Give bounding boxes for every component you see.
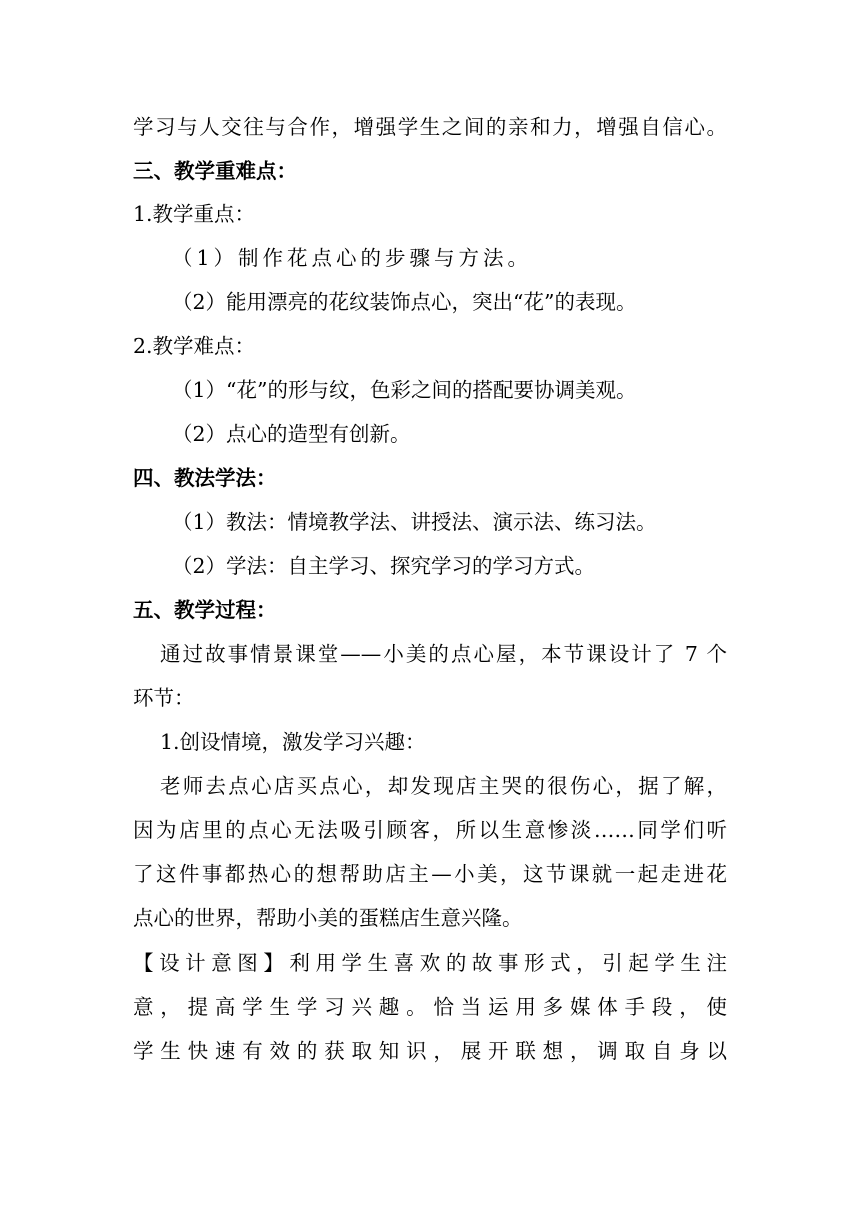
- design-intent-line: 意，提高学生学习兴趣。恰当运用多媒体手段，使: [133, 995, 727, 1019]
- section-heading: 三、教学重难点：: [133, 159, 297, 183]
- paragraph-line: 老师去点心店买点心，却发现店主哭的很伤心，据了解，: [160, 774, 727, 798]
- design-intent-line: 【设计意图】利用学生喜欢的故事形式，引起学生注: [133, 951, 727, 975]
- list-item: （1）制作花点心的步骤与方法。: [172, 246, 533, 270]
- paragraph-line: 学习与人交往与合作，增强学生之间的亲和力，增强自信心。: [133, 115, 727, 139]
- subheading: 1.教学重点：: [133, 202, 256, 226]
- section-heading: 五、教学过程：: [133, 598, 277, 622]
- section-heading: 四、教法学法：: [133, 466, 277, 490]
- list-item: （2）能用漂亮的花纹装饰点心，突出“花”的表现。: [172, 290, 637, 314]
- paragraph-line: 点心的世界，帮助小美的蛋糕店生意兴隆。: [133, 906, 523, 930]
- subheading: 2.教学难点：: [133, 334, 256, 358]
- list-item: （1）教法：情境教学法、讲授法、演示法、练习法。: [172, 510, 657, 534]
- paragraph-line: 环节：: [133, 686, 195, 710]
- paragraph-line: 因为店里的点心无法吸引顾客，所以生意惨淡……同学们听: [133, 818, 727, 842]
- list-item: （2）学法：自主学习、探究学习的学习方式。: [172, 554, 596, 578]
- list-item: （1）“花”的形与纹，色彩之间的搭配要协调美观。: [172, 378, 637, 402]
- list-item: （2）点心的造型有创新。: [172, 422, 411, 446]
- subheading: 1.创设情境，激发学习兴趣：: [160, 730, 426, 754]
- paragraph-line: 了这件事都热心的想帮助店主—小美，这节课就一起走进花: [133, 862, 727, 886]
- design-intent-line: 学生快速有效的获取知识，展开联想，调取自身以: [133, 1039, 727, 1063]
- paragraph-line: 通过故事情景课堂——小美的点心屋，本节课设计了 7 个: [160, 642, 727, 666]
